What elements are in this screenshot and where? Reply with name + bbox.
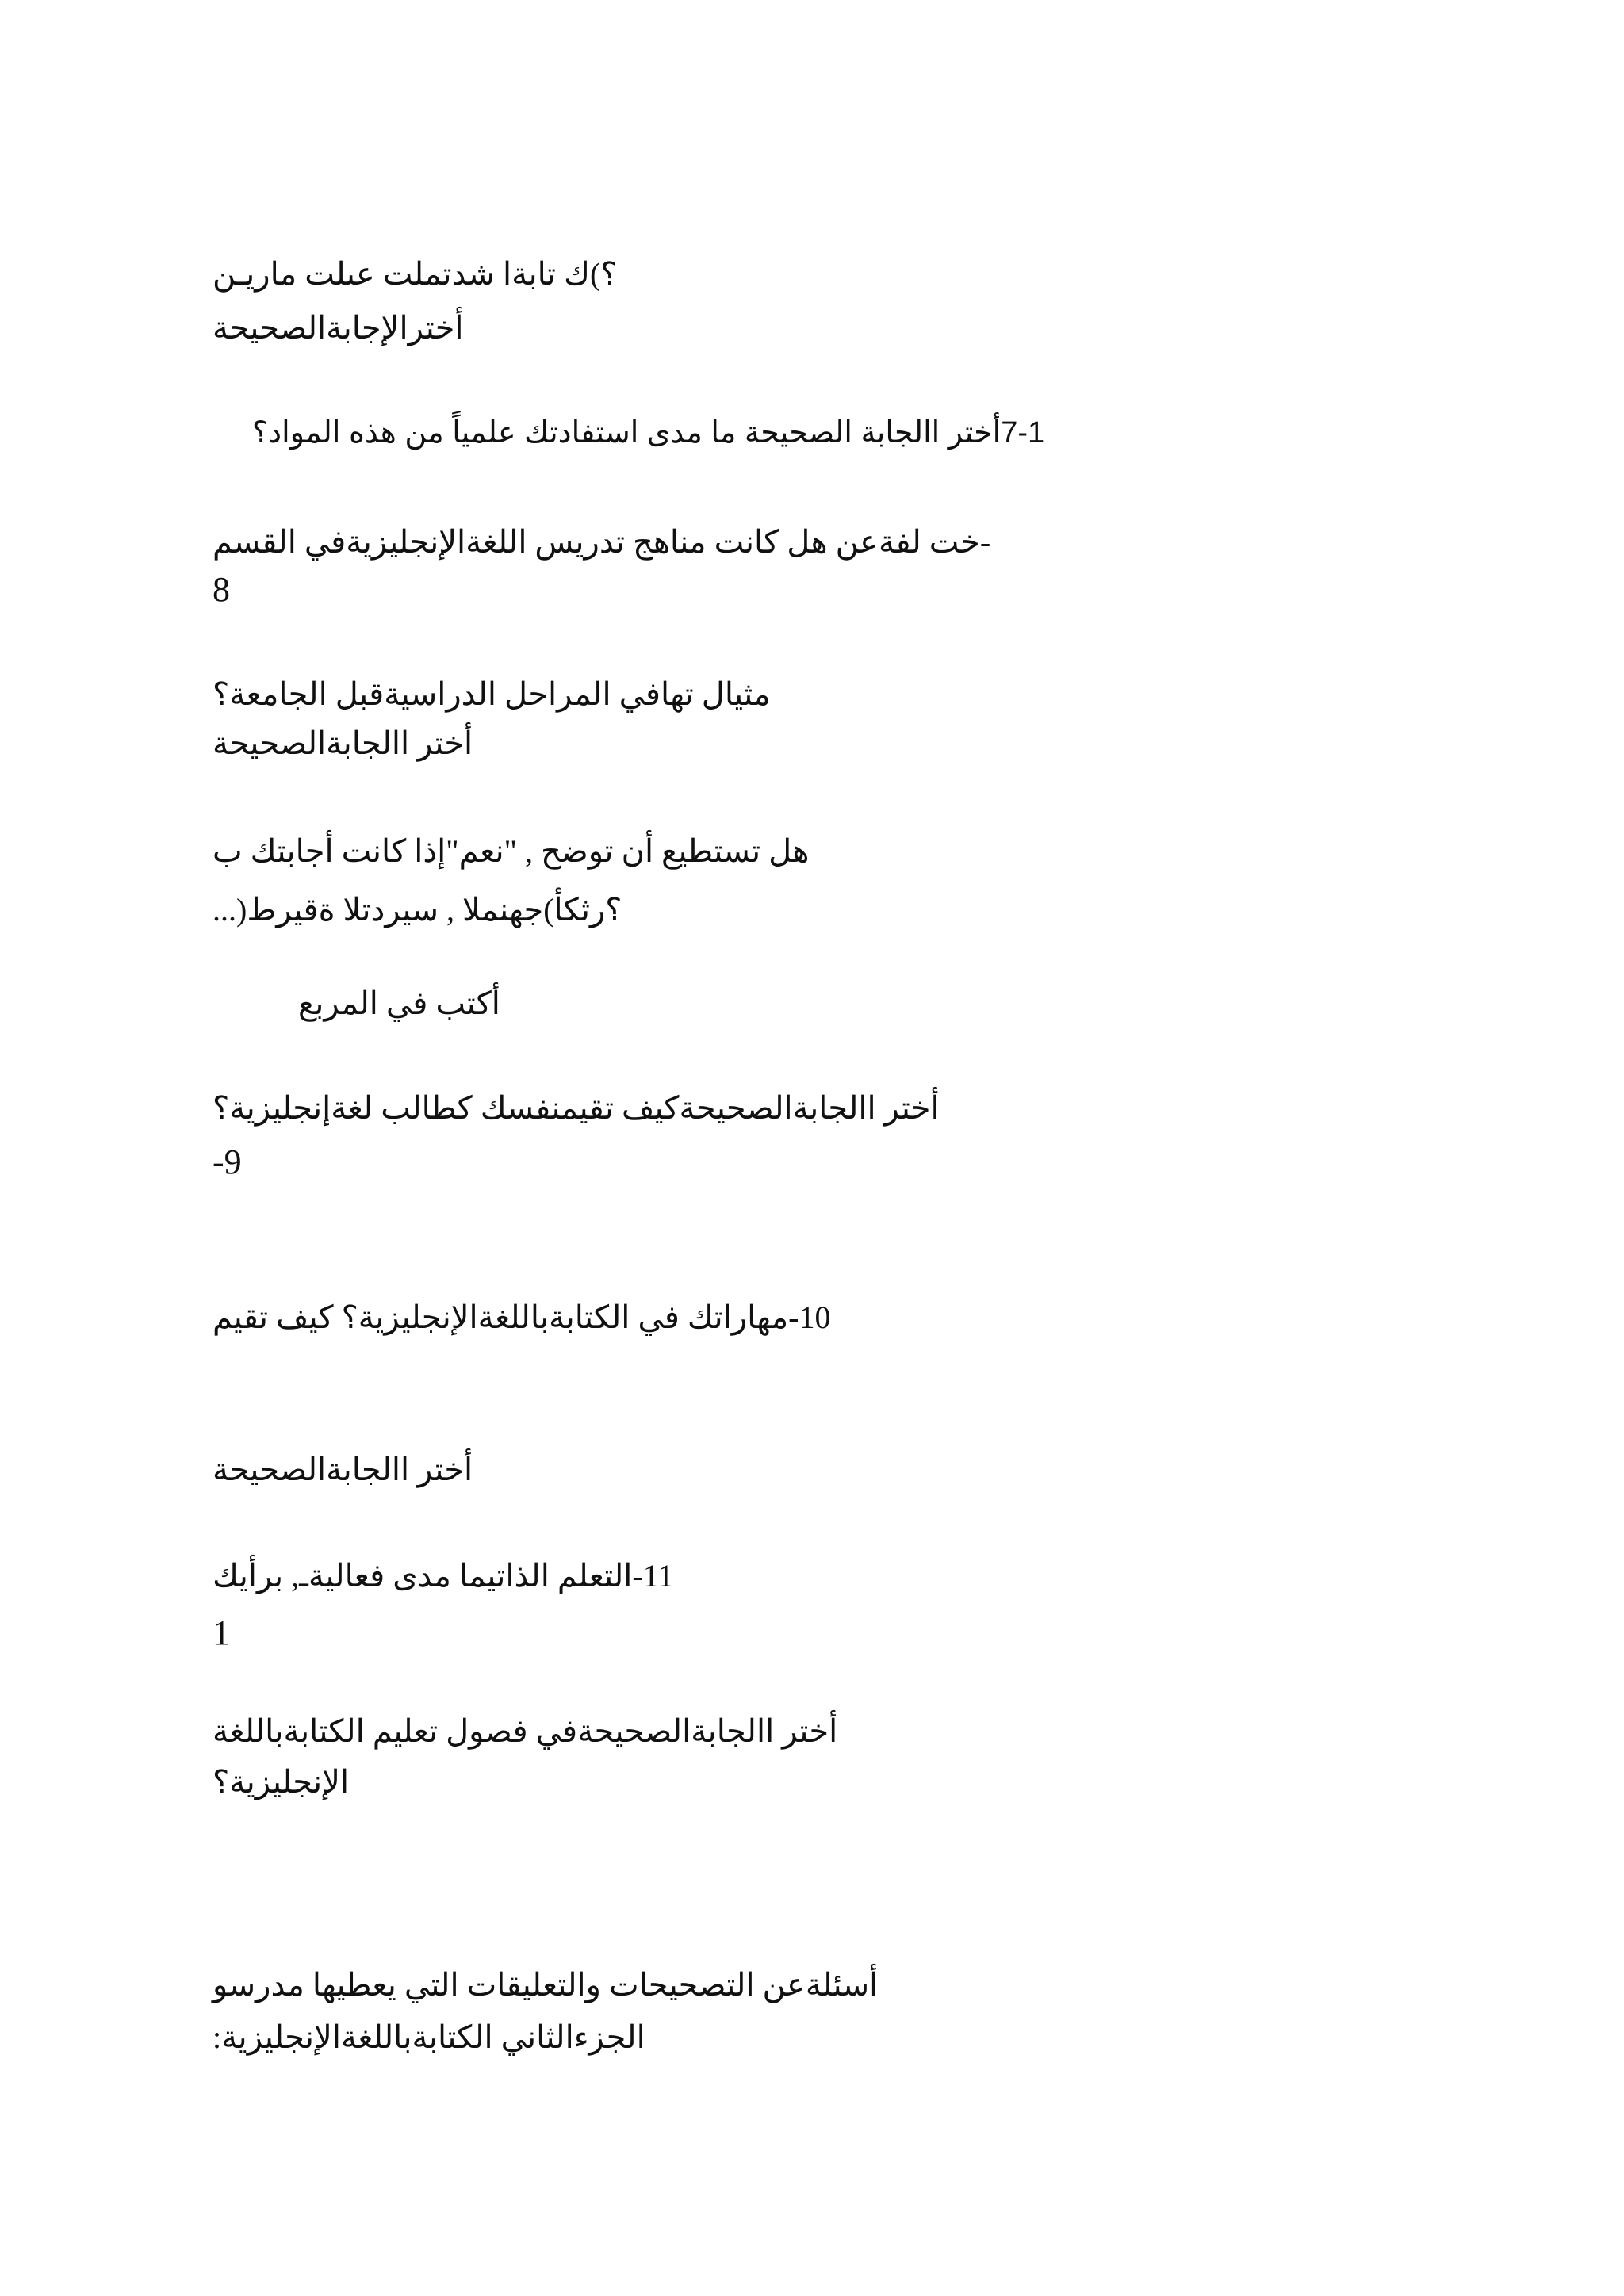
q10-question: 10-مهاراتك في الكتابةباللغةالإنجليزية؟ كيف تقيم (213, 1299, 831, 1335)
q7-question: 7-1أختر االجابة الصحيحة ما مدى استفادتك علمياً من هذه المواد؟ (252, 416, 1045, 450)
q11-question: 11-التعلم الذاتيما مدى فعاليةـ, برأيك (213, 1558, 674, 1594)
part2-heading-line1: أسئلةعن التصحيحات والتعليقات التي يعطيها مدرسو (213, 1967, 879, 2003)
q8-instruction: أختر االجابةالصحيحة (213, 725, 473, 761)
q9-question: أختر االجابةالصحيحةكيف تقيمنفسك كطالب لغةإنجليزية؟ (213, 1090, 940, 1126)
q8-number: 8 (213, 570, 230, 609)
q8-write-in-box: أكتب في المربع (298, 985, 500, 1021)
q6-instruction: أخترالإجابةالصحيحة (213, 310, 464, 346)
q9-number: -9 (213, 1142, 242, 1181)
q11-number: 1 (213, 1613, 230, 1652)
q11-instruction-line2: الإنجليزية؟ (213, 1764, 350, 1800)
q6-continuation: ؟)ك تابةا شدتملت عىلت ماريـن (213, 256, 618, 292)
q8-question-line2: مثيال تهافي المراحل الدراسيةقبل الجامعة؟ (213, 676, 771, 712)
q8-explain-line2: ؟رثكأ)جهنملا , سيردتلا ةقيرط(... (213, 892, 622, 928)
q8-question-line1: -خت لفةعن هل كانت مناهج تدريس اللغةالإنجليزيةفي القسم (213, 524, 991, 560)
q11-instruction-line1: أختر االجابةالصحيحةفي فصول تعليم الكتابةباللغة (213, 1713, 838, 1749)
q8-explain-line1: هل تستطيع أن توضح , "نعم"إذا كانت أجابتك ب (213, 833, 810, 869)
part2-heading-line2: الجزءالثاني الكتابةباللغةالإنجليزية: (213, 2019, 645, 2055)
q10-instruction: أختر االجابةالصحيحة (213, 1452, 473, 1487)
